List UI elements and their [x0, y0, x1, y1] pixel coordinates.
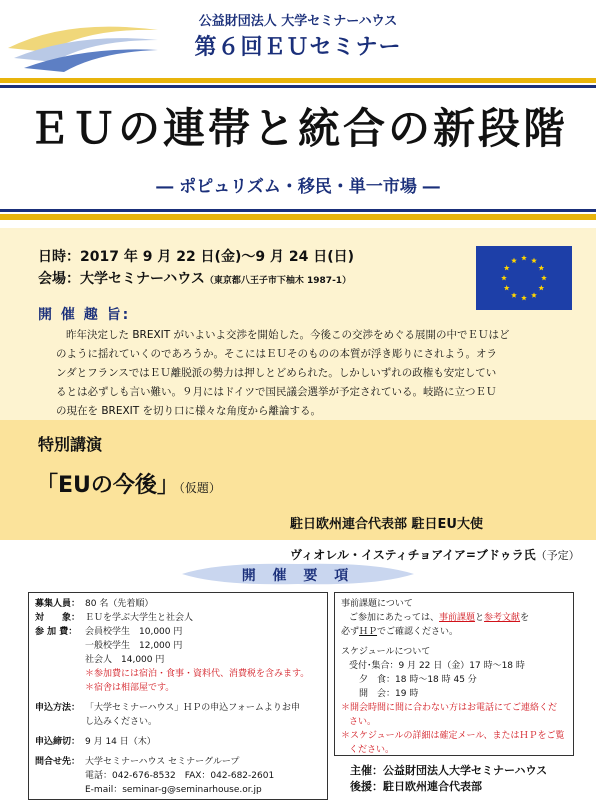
capacity-label: 募集人員：	[35, 599, 81, 609]
schedule-title: スケジュールについて	[341, 647, 431, 657]
event-date: 日時：2017 年 9 月 22 日(金)～9 月 24 日(日)	[38, 249, 354, 265]
speaker-name: ヴィオレル・イスティチョアイア=ブドゥラ氏	[290, 548, 536, 562]
event-venue	[38, 268, 351, 288]
contact-phone: 電話：042-676-8532 FAX：042-682-2601	[85, 771, 275, 781]
subtitle: ― ポピュリズム・移民・単一市場 ―	[156, 177, 440, 197]
apply-method: 「大学セミナーハウス」ＨＰの申込フォームよりお申	[85, 703, 300, 713]
purpose-heading: 開 催 趣 旨:	[38, 307, 131, 323]
apply-method-cont: し込みください。	[85, 717, 158, 727]
speaker-name-line	[290, 546, 580, 563]
purpose-line: のように揺れていくのであろうか。そこにはＥＵそのものの本質が浮き彫りにされよう。オラ	[56, 348, 497, 360]
fee-member: 会員校学生 10,000 円	[85, 627, 183, 637]
schedule-opening: 開 会：19 時	[359, 689, 419, 699]
schedule-note-1-cont: さい。	[349, 717, 377, 727]
navy-rule-bottom	[0, 209, 596, 212]
fee-label: 参 加 費：	[35, 627, 78, 637]
support: 後援：駐日欧州連合代表部	[350, 780, 482, 793]
capacity-value: 80 名（先着順）	[85, 599, 154, 609]
series-title: 第６回ＥＵセミナー	[194, 35, 402, 60]
organization-name: 公益財団法人 大学セミナーハウス	[198, 14, 398, 29]
lecture-title-note: （仮題）	[178, 481, 221, 495]
main-title: ＥＵの連帯と統合の新段階	[27, 104, 568, 153]
schedule-dinner: 夕 食：18 時～18 時 45 分	[359, 675, 477, 685]
application-details-box	[28, 592, 328, 800]
schedule-note-2-cont: ください。	[349, 745, 395, 755]
schedule-note-1: ＊開会時間に間に合わない方はお電話にてご連絡くだ	[341, 703, 558, 713]
pre-assignment-title: 事前課題について	[341, 599, 413, 609]
text: と	[475, 613, 485, 623]
target-label: 対 象：	[35, 613, 81, 623]
lecture-title	[36, 468, 221, 499]
pre-assignment-link[interactable]: 事前課題	[439, 613, 476, 623]
text: でご確認ください。	[377, 627, 459, 637]
purpose-line: ンダとフランスではＥＵ離脱派の勢力は押しとどめられた。しかしいずれの政権も安定してい	[56, 367, 497, 379]
fee-general: 一般校学生 12,000 円	[85, 641, 183, 651]
venue-name: 会場：大学セミナーハウス	[38, 271, 205, 287]
schedule-note-2: ＊スケジュールの詳細は確定メール、またはＨＰをご覧	[341, 731, 565, 741]
pre-assignment-line-1	[341, 611, 567, 625]
outline-heading: 開 催 要 項	[241, 568, 355, 584]
gold-rule-top	[0, 78, 596, 83]
contact-label: 問合せ先：	[35, 757, 81, 767]
speaker-role: 駐日欧州連合代表部 駐日EU大使	[290, 517, 483, 532]
special-lecture-section	[0, 420, 596, 540]
pre-assignment-box	[334, 592, 574, 756]
deadline-label: 申込締切：	[35, 737, 81, 747]
pre-assignment-line-2	[341, 625, 567, 639]
gold-rule-bottom	[0, 214, 596, 220]
references-link[interactable]: 参考文献	[484, 613, 521, 623]
eu-flag-icon	[476, 246, 572, 310]
purpose-line: るとは必ずしも言い難い。９月にはドイツで国民議会選挙が予定されている。岐路に立つＥＵ	[56, 386, 497, 398]
purpose-body	[56, 326, 562, 421]
text: 必ず	[341, 627, 360, 637]
schedule-reception: 受付･集合：9 月 22 日（金）17 時～18 時	[349, 661, 525, 671]
apply-label: 申込方法：	[35, 703, 81, 713]
header	[0, 0, 596, 228]
lecture-title-text: 「EUの今後」	[36, 473, 179, 498]
speaker-note: （予定）	[535, 549, 580, 562]
fee-note-2: ＊宿舎は相部屋です。	[85, 683, 175, 693]
fee-note-1: ＊参加費には宿泊・食事・資料代、消費税を含みます。	[85, 669, 310, 679]
deadline-value: 9 月 14 日（木）	[85, 737, 156, 747]
purpose-line: 昨年決定した BREXIT がいよいよ交渉を開始した。今後この交渉をめぐる展開の中でＥＵはど	[66, 329, 510, 341]
fee-adult: 社会人 14,000 円	[85, 655, 165, 665]
info-section	[0, 228, 596, 420]
navy-rule-top	[0, 85, 596, 88]
contact-value: 大学セミナーハウス セミナーグループ	[85, 757, 240, 767]
homepage-link[interactable]: ＨＰ	[359, 627, 378, 637]
target-value: ＥＵを学ぶ大学生と社会人	[85, 613, 194, 623]
contact-email[interactable]: E-mail：seminar-g@seminarhouse.or.jp	[85, 785, 262, 795]
purpose-line: の現在を BREXIT を切り口に様々な角度から離論する。	[56, 405, 322, 417]
text: を	[520, 613, 530, 623]
lecture-label: 特別講演	[38, 435, 103, 454]
sponsor: 主催：公益財団法人大学セミナーハウス	[350, 764, 548, 777]
venue-address: （東京都八王子市下柚木 1987-1）	[204, 276, 352, 286]
text: ご参加にあたっては、	[349, 613, 440, 623]
